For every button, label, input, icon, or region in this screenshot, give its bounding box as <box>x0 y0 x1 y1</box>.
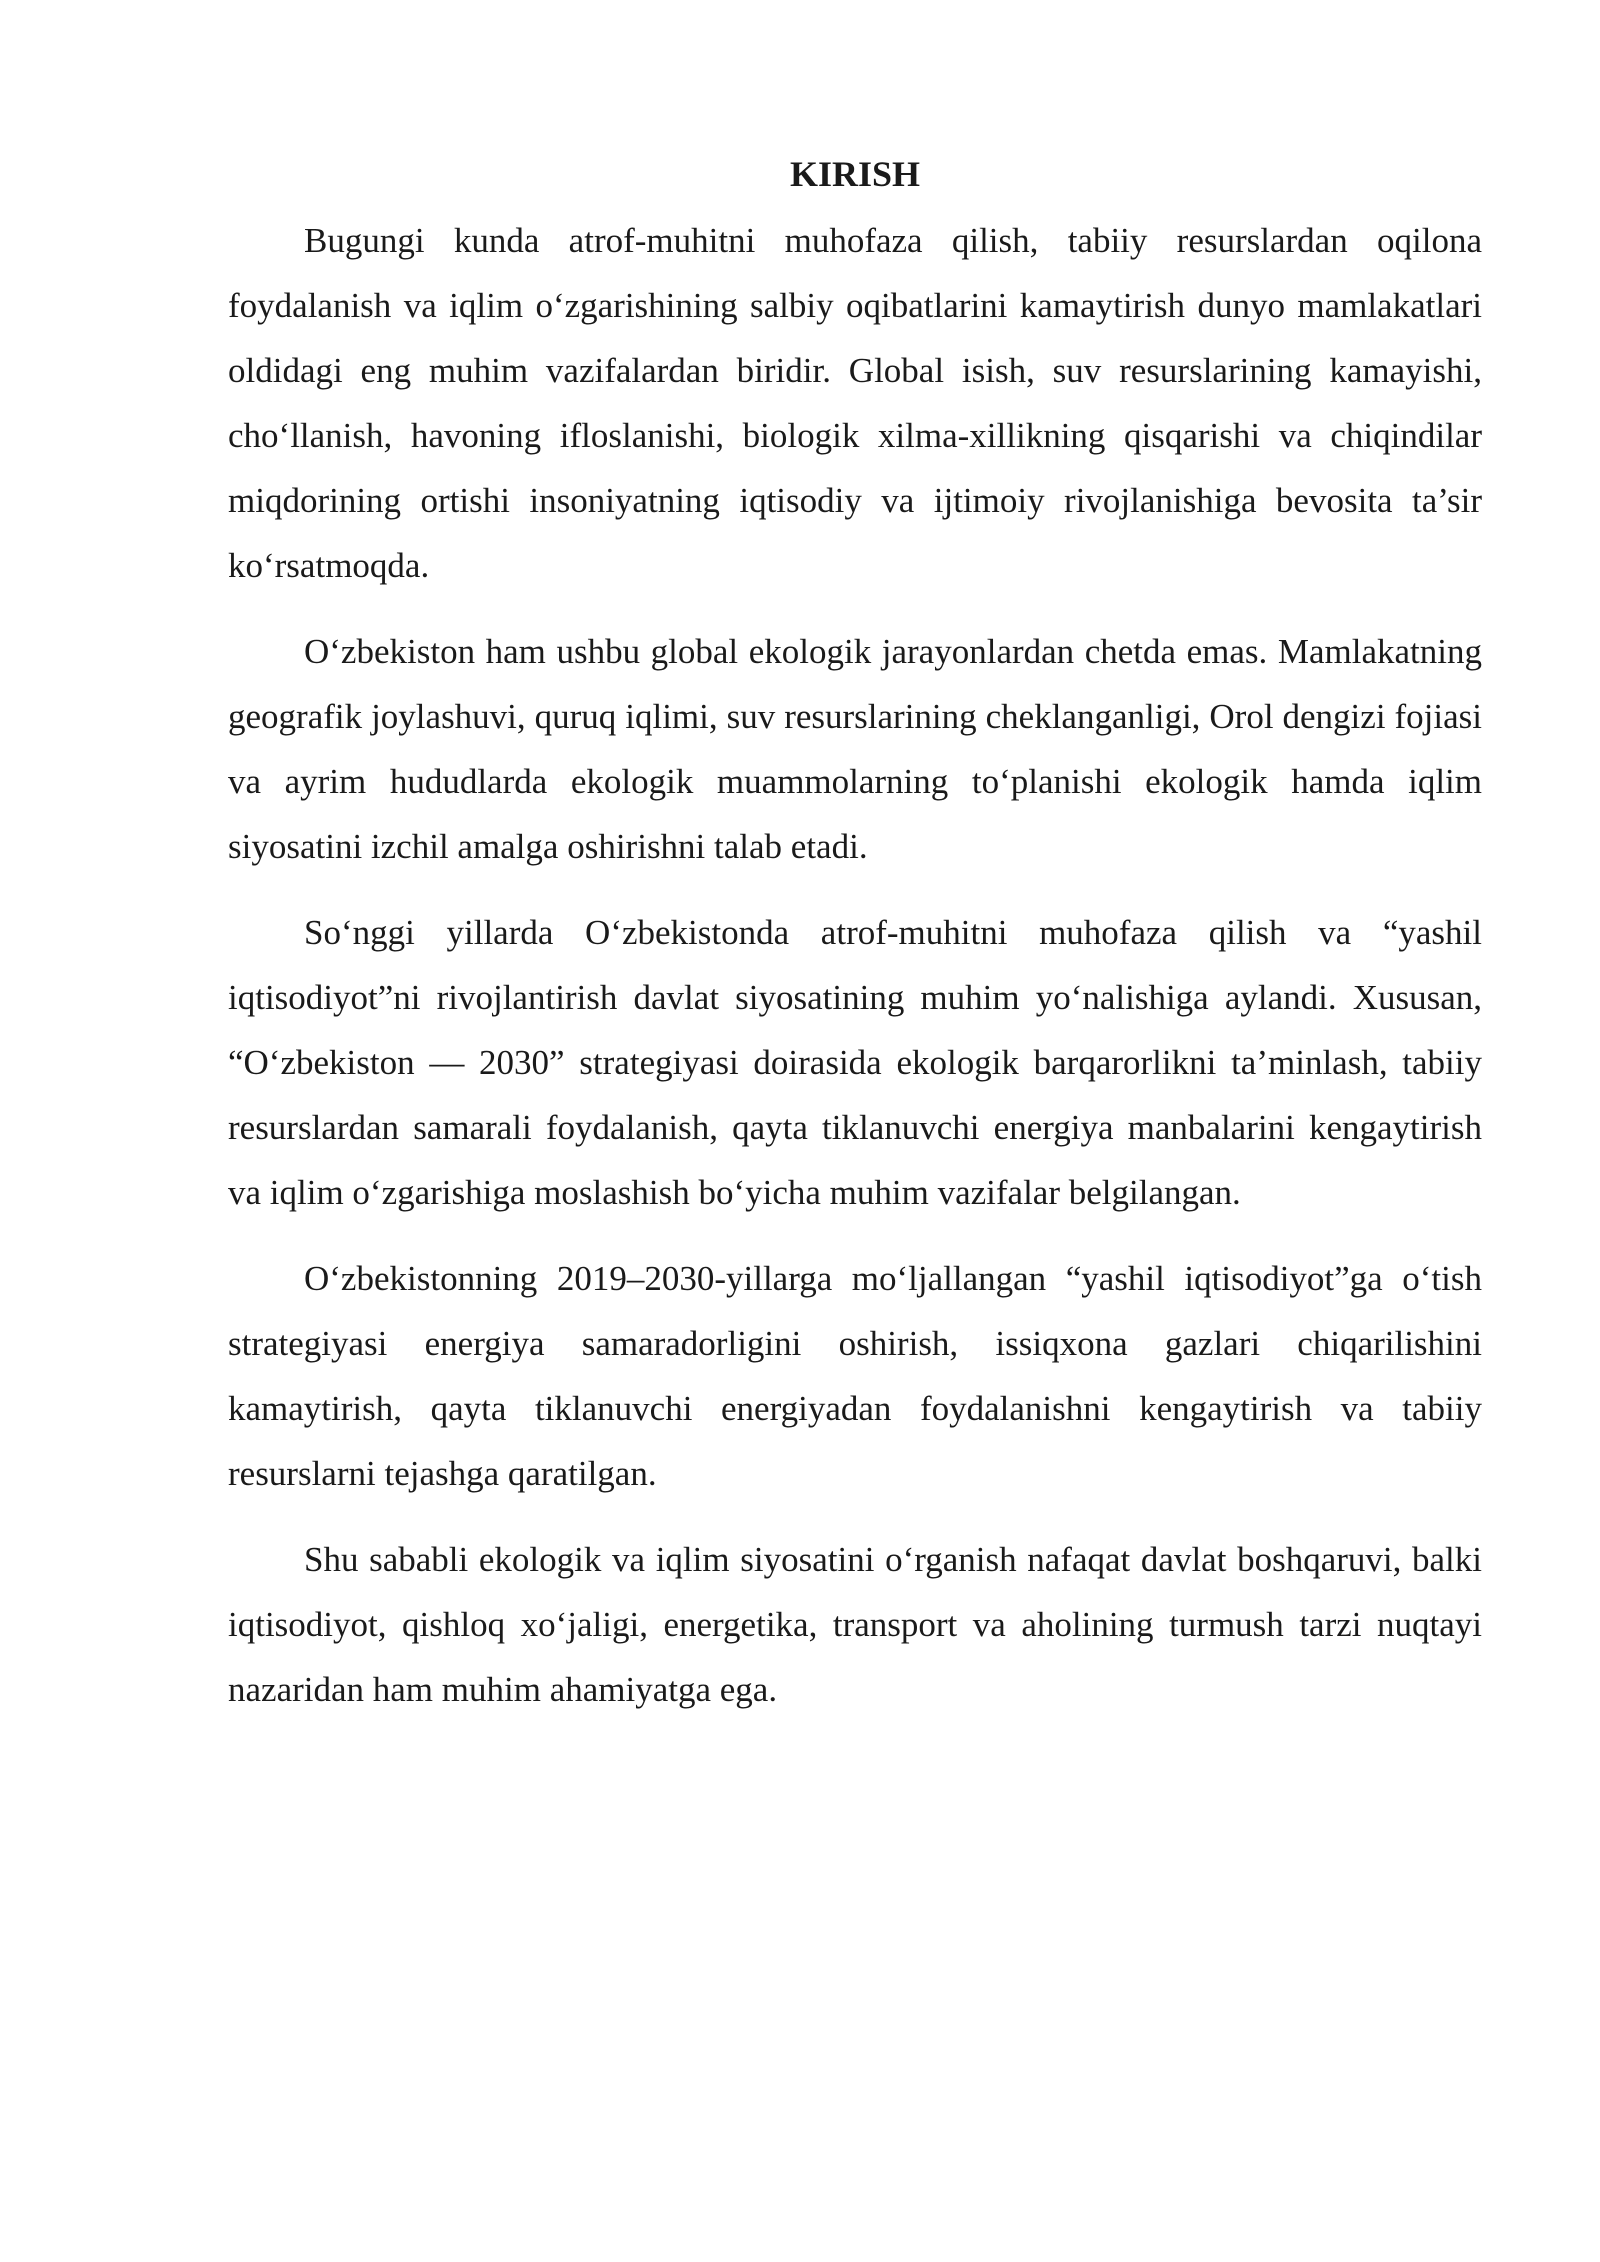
paragraph-3: So‘nggi yillarda O‘zbekistonda atrof-muhitni muhofaza qilish va “yashil iqtisodiyot”ni rivojlantirish davlat siyosatining muhim yo‘nalishiga aylandi. Xususan, “O‘zbekiston — 2030” strategiyasi doirasida ekologik barqarorlikni ta’minlash, tabiiy resurslardan samarali foydalanish, qayta tiklanuvchi energiya manbalarini kengaytirish va iqlim o‘zgarishiga moslashish bo‘yicha muhim vazifalar belgilangan. <box>228 913 1482 1212</box>
paragraph-4: O‘zbekistonning 2019–2030-yillarga mo‘ljallangan “yashil iqtisodiyot”ga o‘tish strategiyasi energiya samaradorligini oshirish, issiqxona gazlari chiqarilishini kamaytirish, qayta tiklanuvchi energiyadan foydalanishni kengaytirish va tabiiy resurslarni tejashga qaratilgan. <box>228 1259 1482 1493</box>
section-title: KIRISH <box>789 154 921 194</box>
paragraph-2: O‘zbekiston ham ushbu global ekologik jarayonlardan chetda emas. Mamlakatning geografik joylashuvi, quruq iqlimi, suv resurslarining cheklanganligi, Orol dengizi fojiasi va ayrim hududlarda ekologik muammolarning to‘planishi ekologik hamda iqlim siyosatini izchil amalga oshirishni talab etadi. <box>228 632 1482 866</box>
paragraph-1: Bugungi kunda atrof-muhitni muhofaza qilish, tabiiy resurslardan oqilona foydalanish va iqlim o‘zgarishining salbiy oqibatlarini kamaytirish dunyo mamlakatlari oldidagi eng muhim vazifalardan biridir. Global isish, suv resurslarining kamayishi, cho‘llanish, havoning ifloslanishi, biologik xilma-xillikning qisqarishi va chiqindilar miqdorining ortishi insoniyatning iqtisodiy va ijtimoiy rivojlanishiga bevosita ta’sir ko‘rsatmoqda. <box>228 221 1482 585</box>
document-body <box>228 148 1482 1743</box>
paragraph-5: Shu sababli ekologik va iqlim siyosatini o‘rganish nafaqat davlat boshqaruvi, balki iqtisodiyot, qishloq xo‘jaligi, energetika, transport va aholining turmush tarzi nuqtayi nazaridan ham muhim ahamiyatga ega. <box>228 1540 1482 1709</box>
